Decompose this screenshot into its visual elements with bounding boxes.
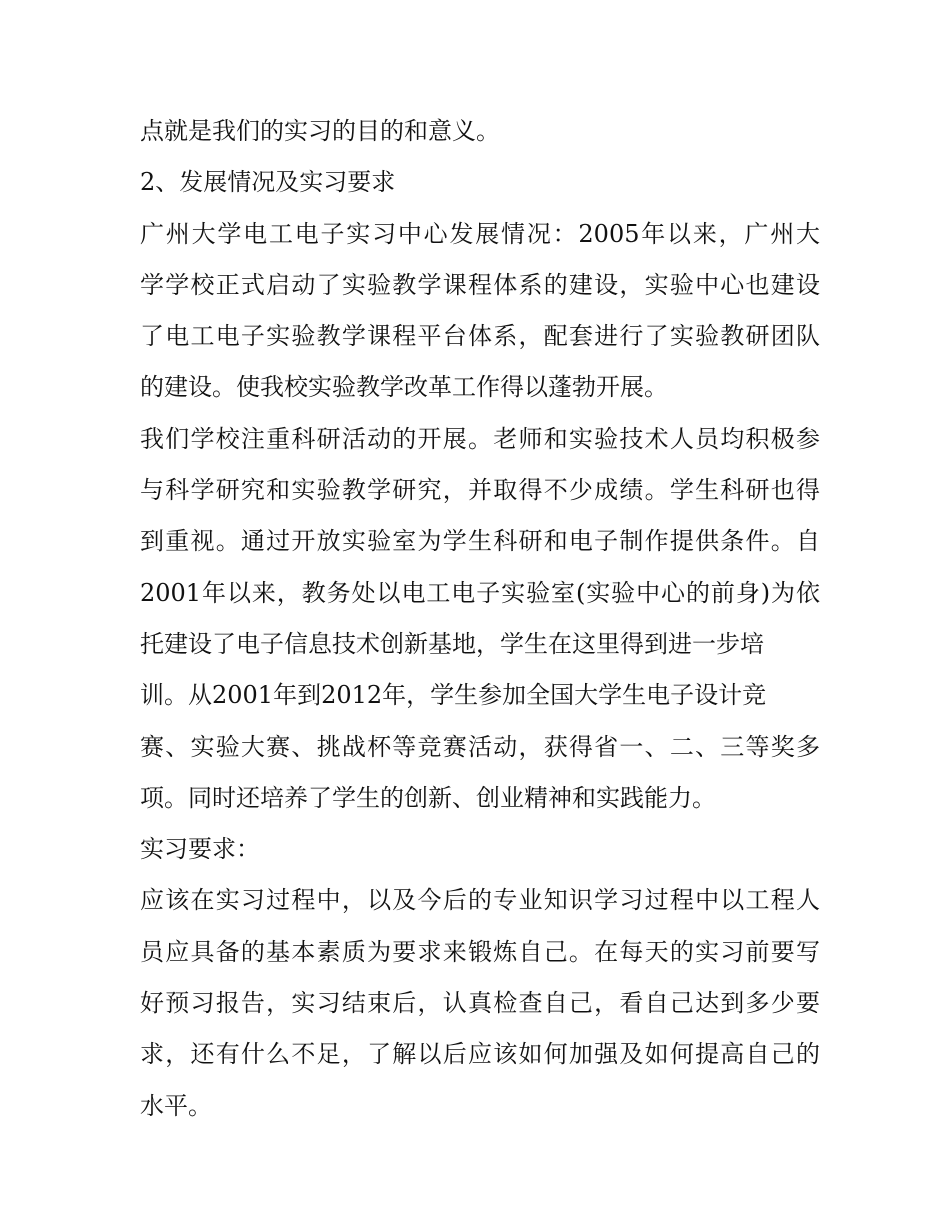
document-body: [140, 106, 820, 1132]
text-line: 项。同时还培养了学生的创新、创业精神和实践能力。: [140, 783, 716, 812]
text-line: 与科学研究和实验教学研究，并取得不少成绩。学生科研也得: [140, 476, 820, 505]
text-line: 好预习报告，实习结束后，认真检查自己，看自己达到多少要: [140, 989, 820, 1018]
section-heading: 2、发展情况及实习要求: [140, 168, 396, 197]
text-line: 员应具备的基本素质为要求来锻炼自己。在每天的实习前要写: [140, 937, 820, 966]
text-line: 的建设。使我校实验教学改革工作得以蓬勃开展。: [140, 373, 668, 402]
text-line: 应该在实习过程中，以及今后的专业知识学习过程中以工程人: [140, 886, 820, 915]
text-line: 水平。: [140, 1091, 212, 1120]
text-line: 我们学校注重科研活动的开展。老师和实验技术人员均积极参: [140, 424, 820, 453]
text-line: 了电工电子实验教学课程平台体系，配套进行了实验教研团队: [140, 322, 820, 351]
text-line: 托建设了电子信息技术创新基地，学生在这里得到进一步培: [140, 629, 764, 658]
text-line: 学学校正式启动了实验教学课程体系的建设，实验中心也建设: [140, 270, 820, 299]
text-line: 2001年以来，教务处以电工电子实验室(实验中心的前身)为依: [140, 578, 820, 607]
text-line: 广州大学电工电子实习中心发展情况：2005年以来，广州大: [140, 219, 820, 248]
text-line: 求，还有什么不足，了解以后应该如何加强及如何提高自己的: [140, 1040, 820, 1069]
text-line: 赛、实验大赛、挑战杯等竞赛活动，获得省一、二、三等奖多: [140, 732, 820, 761]
subsection-heading: 实习要求：: [140, 835, 260, 864]
text-line: 训。从2001年到2012年，学生参加全国大学生电子设计竞: [140, 681, 767, 710]
text-line: 点就是我们的实习的目的和意义。: [140, 117, 500, 145]
text-line: 到重视。通过开放实验室为学生科研和电子制作提供条件。自: [140, 527, 820, 556]
